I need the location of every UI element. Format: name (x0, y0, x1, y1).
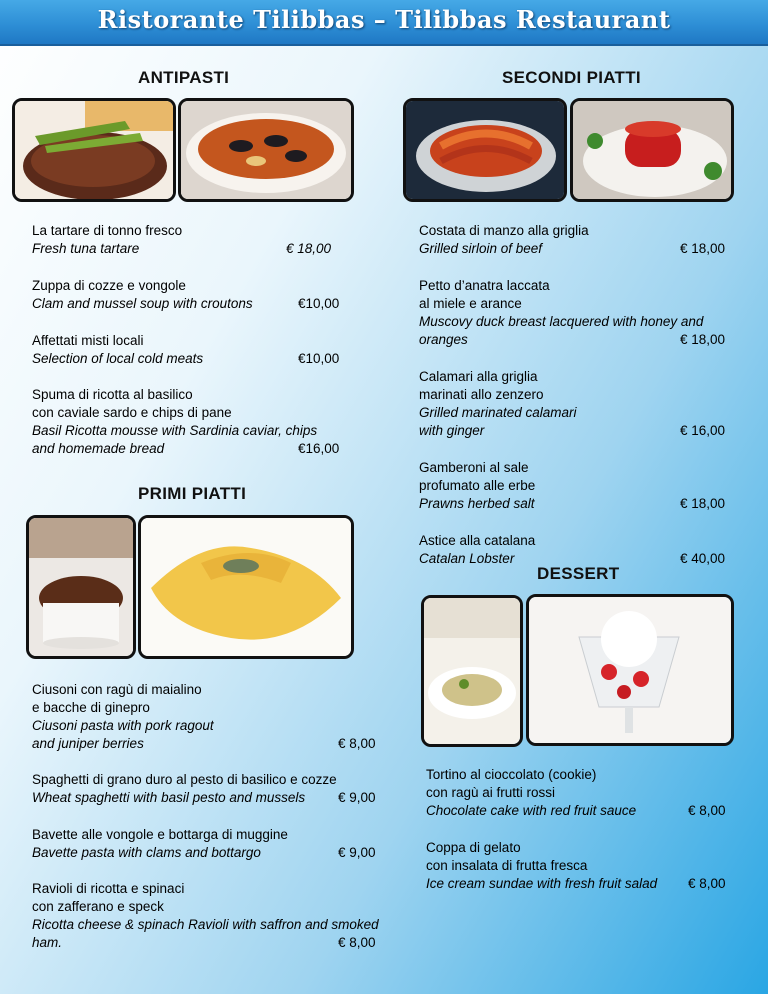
item-name-it: Ciusoni con ragù di maialino (32, 682, 202, 697)
item-name-en: with ginger (419, 423, 485, 438)
menu-item-cold-meats (32, 332, 203, 368)
section-title-dessert-text: DESSERT (537, 564, 620, 583)
menu-item-mussel-soup (32, 277, 253, 313)
steak-asparagus-photo (12, 98, 176, 202)
item-name-it: Zuppa di cozze e vongole (32, 278, 186, 293)
item-name-en: Clam and mussel soup with croutons (32, 296, 253, 311)
item-name-it: Gamberoni al sale (419, 460, 529, 475)
ice-cream-sundae-photo (526, 594, 734, 746)
item-name-en: ham. (32, 935, 63, 950)
item-name-it: profumato alle erbe (419, 478, 536, 493)
item-name-it: Tortino al cioccolato (cookie) (426, 767, 597, 782)
item-name-en: oranges (419, 332, 468, 347)
item-name-en: Fresh tuna tartare (32, 241, 140, 256)
menu-item-calamari (419, 368, 577, 440)
item-name-it: con insalata di frutta fresca (426, 858, 588, 873)
item-price: €10,00 (298, 351, 340, 366)
menu-item-ravioli (32, 880, 379, 952)
item-price: € 8,00 (338, 736, 376, 751)
item-name-it: Affettati misti locali (32, 333, 144, 348)
spaghetti-pesto-photo (421, 595, 523, 747)
tuna-tartare-photo (570, 98, 734, 202)
section-title-primi (138, 484, 246, 504)
item-name-it: Spaghetti di grano duro al pesto di basilico e cozze (32, 772, 337, 787)
menu-item-chocolate-cake (426, 766, 636, 820)
header-banner (0, 0, 768, 46)
menu-item-tuna-tartare (32, 222, 182, 258)
item-price: € 8,00 (338, 935, 376, 950)
page-title: Ristorante Tilibbas – Tilibbas Restaurant (97, 5, 671, 34)
item-name-it: La tartare di tonno fresco (32, 223, 183, 238)
item-name-en: Grilled sirloin of beef (419, 241, 543, 256)
item-name-it: Calamari alla griglia (419, 369, 538, 384)
item-name-en: and homemade bread (32, 441, 165, 456)
item-name-it: Coppa di gelato (426, 840, 521, 855)
item-name-en: Ricotta cheese & spinach Ravioli with saffron and smoked (32, 917, 379, 932)
section-title-dessert (537, 564, 619, 584)
section-title-primi-text: PRIMI PIATTI (138, 484, 247, 503)
item-name-en: Ice cream sundae with fresh fruit salad (426, 876, 658, 891)
item-price: € 8,00 (688, 803, 726, 818)
item-price: € 16,00 (680, 423, 726, 438)
item-name-en: Wheat spaghetti with basil pesto and mussels (32, 790, 306, 805)
item-price: € 18,00 (680, 496, 726, 511)
item-name-en: Muscovy duck breast lacquered with honey and (419, 314, 704, 329)
menu-item-ice-cream (426, 839, 657, 893)
mussel-soup-photo (178, 98, 354, 202)
item-name-it: al miele e arance (419, 296, 522, 311)
item-price: € 40,00 (680, 551, 726, 566)
item-price: € 18,00 (286, 241, 332, 256)
item-name-en: Grilled marinated calamari (419, 405, 577, 420)
item-name-it: con zafferano e speck (32, 899, 164, 914)
item-name-en: Catalan Lobster (419, 551, 515, 566)
item-name-en: Bavette pasta with clams and bottargo (32, 845, 261, 860)
item-name-it: e bacche di ginepro (32, 700, 150, 715)
menu-item-ricotta-mousse (32, 386, 317, 458)
menu-item-bavette (32, 826, 288, 862)
item-price: € 8,00 (688, 876, 726, 891)
section-title-antipasti (138, 68, 229, 88)
item-price: €10,00 (298, 296, 340, 311)
ravioli-photo (138, 515, 354, 659)
menu-item-lobster (419, 532, 535, 568)
item-name-it: Bavette alle vongole e bottarga di muggine (32, 827, 288, 842)
item-name-en: and juniper berries (32, 736, 144, 751)
section-title-antipasti-text: ANTIPASTI (138, 68, 230, 87)
item-name-en: Ciusoni pasta with pork ragout (32, 718, 214, 733)
item-name-en: Selection of local cold meats (32, 351, 204, 366)
item-name-en: Chocolate cake with red fruit sauce (426, 803, 637, 818)
menu-item-sirloin (419, 222, 589, 258)
item-name-it: con ragù ai frutti rossi (426, 785, 556, 800)
item-name-en: Basil Ricotta mousse with Sardinia caviar, chips (32, 423, 318, 438)
chocolate-souffle-photo (26, 515, 136, 659)
item-name-it: Astice alla catalana (419, 533, 536, 548)
item-name-en: Prawns herbed salt (419, 496, 535, 511)
item-name-it: con caviale sardo e chips di pane (32, 405, 232, 420)
menu-item-ciusoni (32, 681, 214, 753)
item-name-it: Petto d’anatra laccata (419, 278, 550, 293)
item-price: € 18,00 (680, 241, 726, 256)
section-title-secondi-text: SECONDI PIATTI (502, 68, 641, 87)
item-name-it: Ravioli di ricotta e spinaci (32, 881, 185, 896)
item-name-it: Spuma di ricotta al basilico (32, 387, 193, 402)
item-price: € 18,00 (680, 332, 726, 347)
section-title-secondi (502, 68, 641, 88)
menu-item-prawns (419, 459, 535, 513)
item-price: € 9,00 (338, 790, 376, 805)
item-price: €16,00 (298, 441, 340, 456)
item-name-it: marinati allo zenzero (419, 387, 544, 402)
menu-item-spaghetti (32, 771, 337, 807)
item-price: € 9,00 (338, 845, 376, 860)
item-name-it: Costata di manzo alla griglia (419, 223, 589, 238)
menu-item-duck-breast (419, 277, 703, 349)
prawns-photo (403, 98, 567, 202)
